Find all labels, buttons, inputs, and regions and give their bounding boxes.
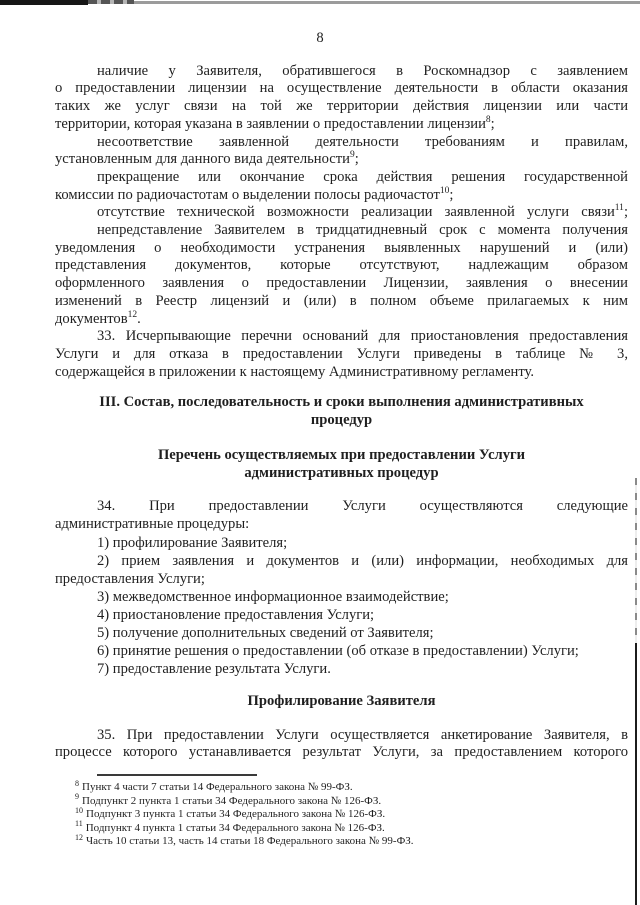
footnote-number: 11 [75,819,83,829]
paragraph-35: 35. При предоставлении Услуги осуществляется анкетирование Заявителя, в процессе которого устанавливается результат Услуги, за предоставлением которого [55,726,628,761]
list-item-5: 5) получение дополнительных сведений от Заявителя; [97,624,434,641]
footnote-number: 9 [75,792,79,802]
footnote-text: Подпункт 2 пункта 1 статьи 34 Федерального закона № 126-ФЗ. [82,794,382,807]
footnote-11 [55,819,628,836]
list-item-2: 2) прием заявления и документов и (или) информации, необходимых для предоставления Услуги; [55,552,628,587]
footnote-text: Подпункт 3 пункта 1 статьи 34 Федерального закона № 126-ФЗ. [86,808,386,821]
list-item-7: 7) предоставление результата Услуги. [97,660,331,677]
footnote-separator [97,774,257,776]
footnote-text: Часть 10 статьи 13, часть 14 статьи 18 Федерального закона № 99-ФЗ. [86,835,414,848]
paragraph-frequency-decision-expiry: прекращение или окончание срока действия решения государственной комиссии по радиочастотам о выделении полосы радиочастот$^{10}$; [55,168,628,203]
paragraph-34: 34. При предоставлении Услуги осуществляются следующие административные процедуры: [55,498,628,533]
scan-artifact-right-dashed-line [635,478,637,643]
paragraph-no-technical-possibility: отсутствие технической возможности реализации заявленной услуги связи$^{11}$; [97,203,628,221]
heading-profiling: Профилирование Заявителя [247,692,436,709]
footnote-8 [55,778,628,795]
footnote-number: 10 [75,805,83,815]
section-heading-iii: III. Состав, последовательность и сроки выполнения административных процедур [99,394,584,429]
subheading-procedures-list: Перечень осуществляемых при предоставлении Услуги административных процедур [157,447,526,482]
footnote-10 [55,805,628,822]
list-item-4: 4) приостановление предоставления Услуги; [97,606,375,623]
list-item-6: 6) принятие решения о предоставлении (об отказе в предоставлении) Услуги; [97,642,579,659]
footnotes [55,778,628,849]
list-item-1: 1) профилирование Заявителя; [97,534,288,551]
footnote-text: Подпункт 4 пункта 1 статьи 34 Федерального закона № 126-ФЗ. [85,821,385,834]
footnote-text: Пункт 4 части 7 статьи 14 Федерального закона № 99-ФЗ. [82,781,353,794]
footnote-number: 12 [75,832,83,842]
footnote-9 [55,792,628,809]
paragraph-failure-to-submit: непредставление Заявителем в тридцатидневный срок с момента получения уведомления о необходимости устранения выявленных нарушений и (или) представления документов, которые отсутствуют, надлежащим образом оформленного заявления о предоставлении Лицензии, заявления о внесении изменений в Реестр лицензий и (или) в полном объеме прилагаемых к ним документов$^{12}$. [55,222,628,327]
paragraph-33: 33. Исчерпывающие перечни оснований для приостановления предоставления Услуги и для отказа в предоставлении Услуги приведены в таблице № 3, содержащейся в приложении к настоящему Административному регламенту. [55,328,628,380]
footnote-12 [55,832,628,849]
footnote-number: 8 [75,778,79,788]
scan-artifact-right-solid-line [635,643,637,905]
paragraph-activity-mismatch: несоответствие заявленной деятельности требованиям и правилам, установленным для данного вида деятельности$^9$; [55,133,628,168]
paragraph-license-availability: наличие у Заявителя, обратившегося в Роскомнадзор с заявлением о предоставлении лицензии на осуществление деятельности в области оказания таких же услуг связи на той же территории действия лицензии или части территории, которая указана в заявлении о предоставлении лицензии$^8$; [55,62,628,132]
list-item-3: 3) межведомственное информационное взаимодействие; [97,588,449,605]
page-number: 8 [316,30,324,46]
text-column [55,0,628,849]
